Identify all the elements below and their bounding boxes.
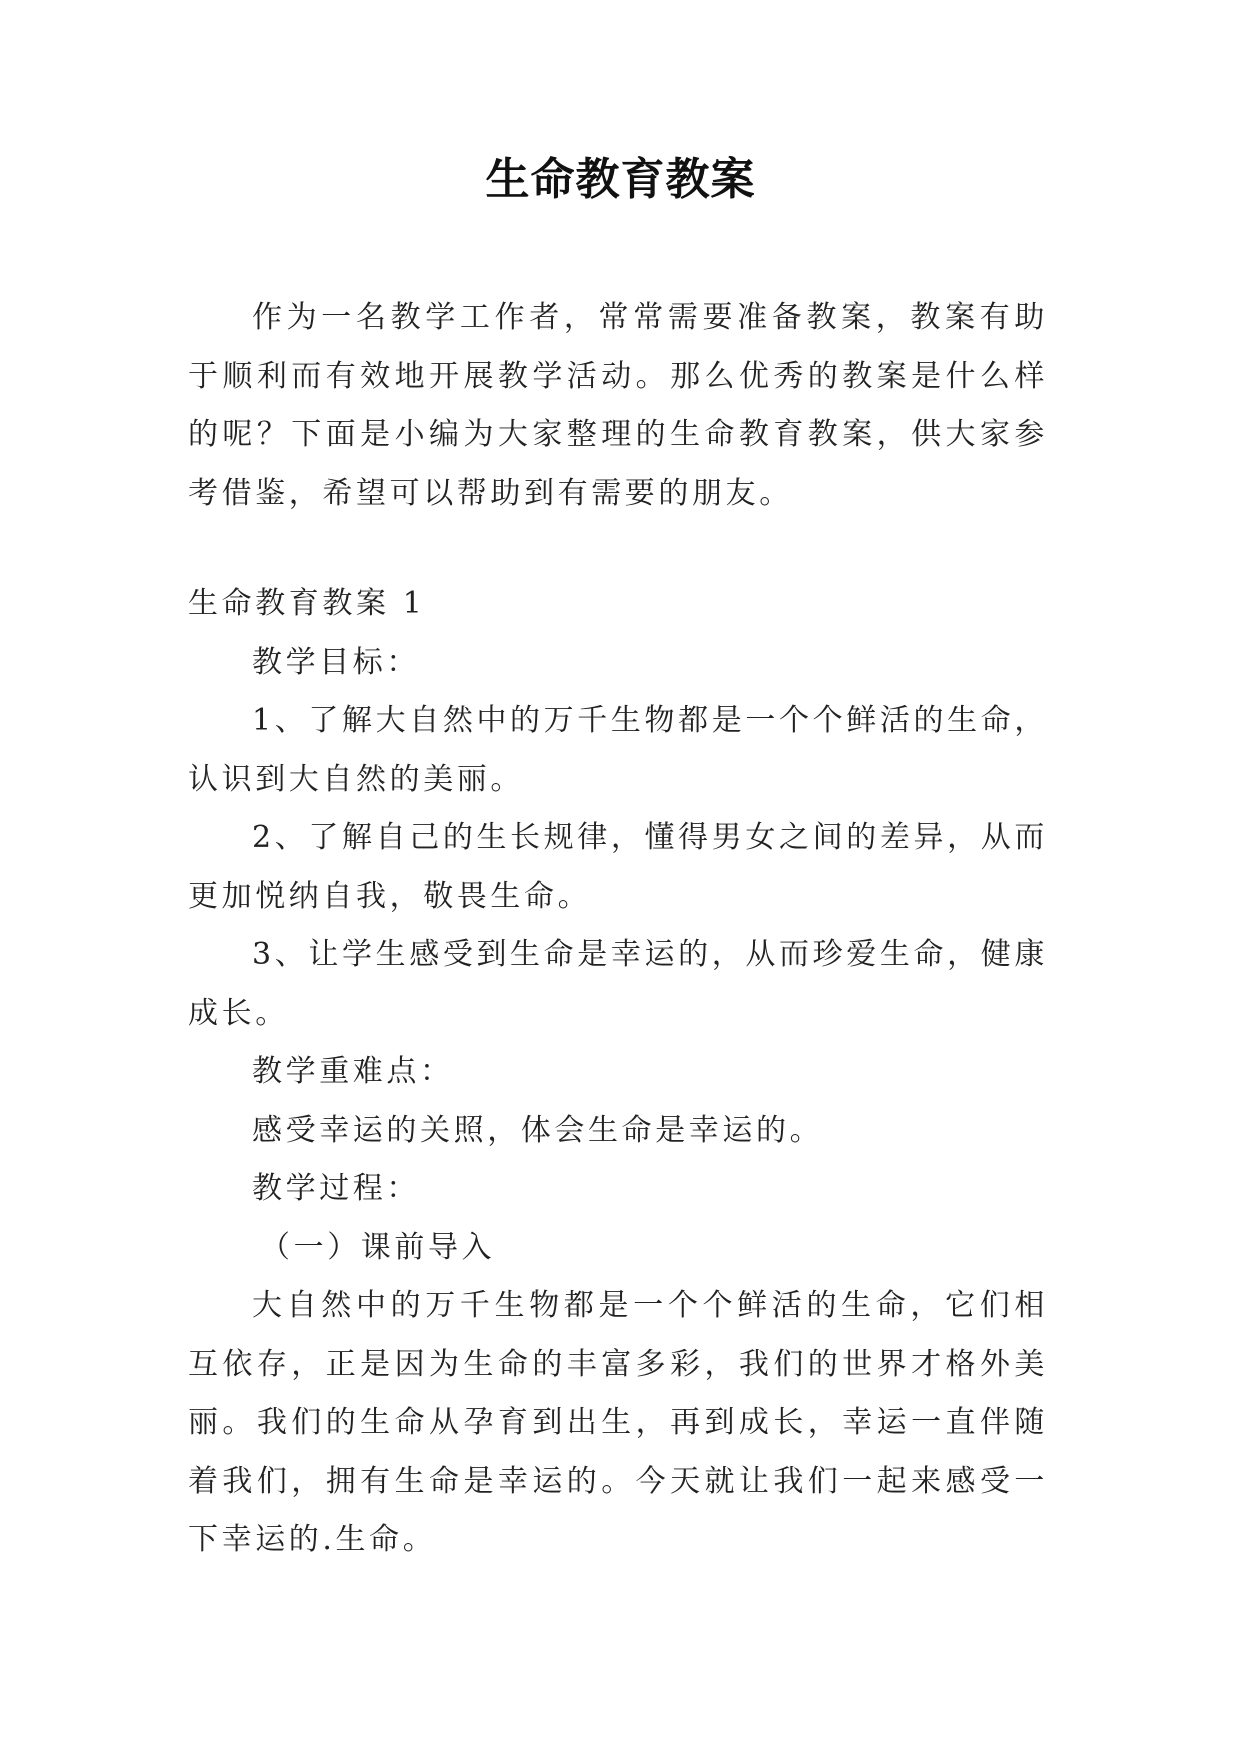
intro-paragraph: 作为一名教学工作者，常常需要准备教案，教案有助于顺利而有效地开展教学活动。那么优秀的教案是什么样的呢？下面是小编为大家整理的生命教育教案，供大家参考借鉴，希望可以帮助到有需要的朋友。 <box>188 300 1048 511</box>
objective-3: 3、让学生感受到生命是幸运的，从而珍爱生命，健康成长。 <box>188 937 1048 1031</box>
intro-block <box>188 289 1048 523</box>
objectives-label: 教学目标： <box>252 644 420 680</box>
section-title: 生命教育教案 1 <box>188 586 426 621</box>
objective-2: 2、了解自己的生长规律，懂得男女之间的差异，从而更加悦纳自我，敬畏生命。 <box>188 820 1048 914</box>
document-title: 生命教育教案 <box>485 154 756 205</box>
key-points-label: 教学重难点： <box>252 1054 454 1089</box>
lesson-plan-section <box>188 575 1048 1570</box>
step-1-body: 大自然中的万千生物都是一个个鲜活的生命，它们相互依存，正是因为生命的丰富多彩，我们的世界才格外美丽。我们的生命从孕育到出生，再到成长，幸运一直伴随着我们，拥有生命是幸运的。今天就让我们一起来感受一下幸运的.生命。 <box>188 1288 1048 1557</box>
objective-1: 1、了解大自然中的万千生物都是一个个鲜活的生命，认识到大自然的美丽。 <box>188 703 1048 797</box>
process-label: 教学过程： <box>252 1171 420 1206</box>
key-points: 感受幸运的关照，体会生命是幸运的。 <box>252 1112 824 1148</box>
step-1-title: （一）课前导入 <box>260 1229 496 1265</box>
